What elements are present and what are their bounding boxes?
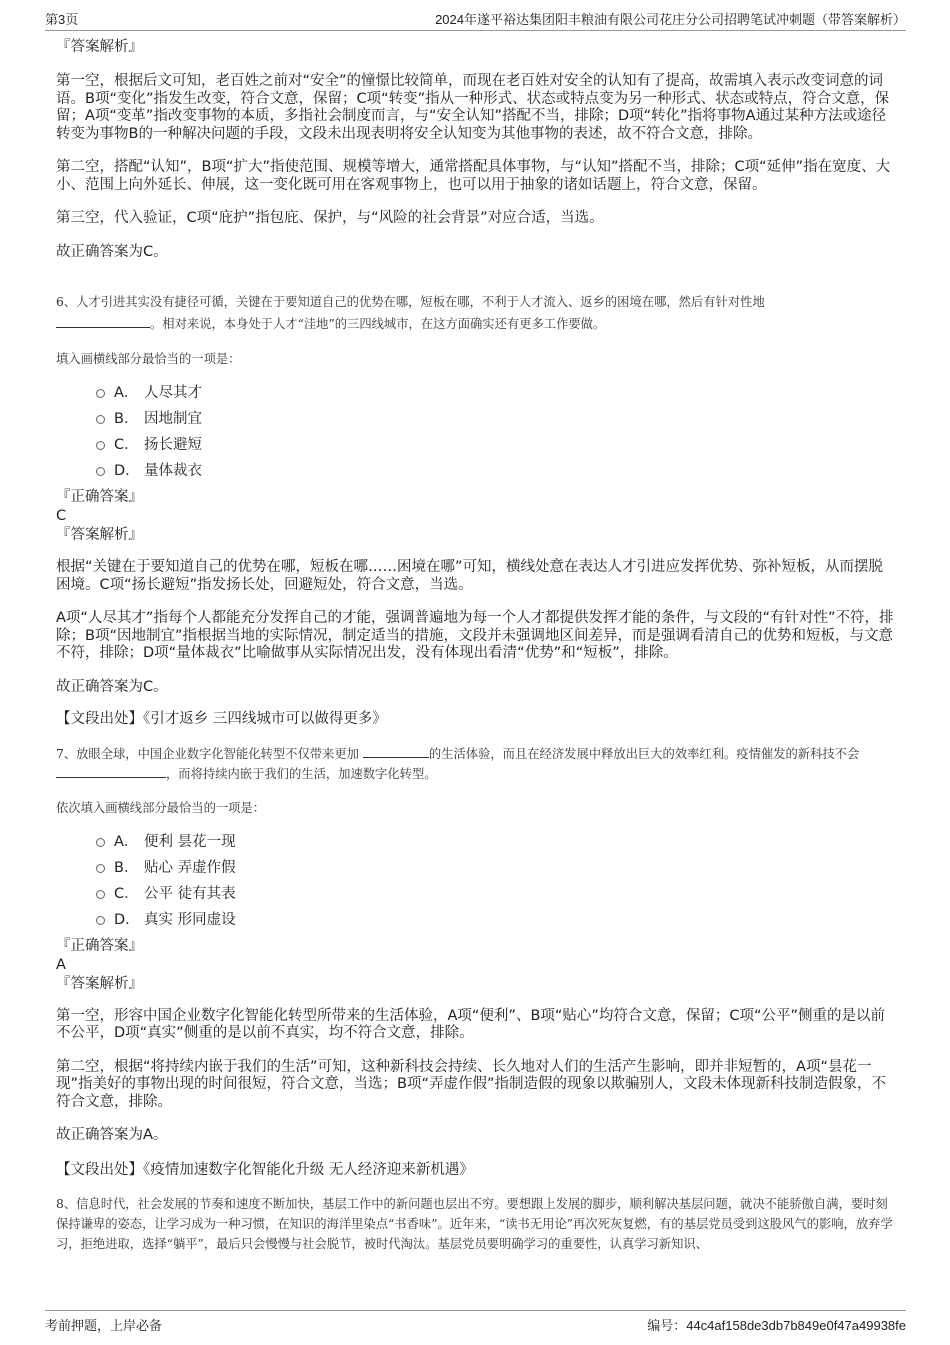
question-7	[56, 744, 894, 1180]
q6-stem	[56, 291, 894, 335]
question-8	[56, 1194, 894, 1254]
q7-stem-part2: 的生活体验，而且在经济发展中释放出巨大的效率红利。疫情催发的新科技不会	[428, 746, 860, 761]
q5-conclusion: 故正确答案为C。	[56, 243, 168, 260]
page-number: 第3页	[45, 12, 79, 27]
q5-analysis-para3: 第三空，代入验证，C项“庇护”指包庇、保护，与“风险的社会背景”对应合适，当选。	[56, 210, 604, 226]
q7-analysis-label: 『答案解析』	[56, 975, 143, 992]
q7-analysis-para1: 第一空，形容中国企业数字化智能化转型所带来的生活体验，A项“便利”、B项“贴心”均符合文意，保留；C项“公平”侧重的是以前不公平，D项“真实”侧重的是以前不真实，均不符合文意，排除。	[56, 1007, 886, 1041]
q7-blank-1	[363, 745, 429, 758]
q6-answer: C	[56, 508, 67, 524]
document-title: 2024年遂平裕达集团阳丰粮油有限公司花庄分公司招聘笔试冲刺题（带答案解析）	[435, 12, 906, 27]
footer-divider	[45, 1310, 906, 1311]
page-header	[0, 0, 950, 30]
q7-option-a[interactable]: A． 便利 昙花一现	[56, 829, 894, 855]
q7-stem-part1: 7、放眼全球，中国企业数字化智能化转型不仅带来更加	[56, 746, 359, 761]
radio-icon[interactable]	[96, 838, 105, 847]
header-divider	[45, 30, 906, 31]
q6-option-d[interactable]: D． 量体裁衣	[56, 458, 894, 484]
q6-analysis-label: 『答案解析』	[56, 527, 143, 543]
q7-option-c[interactable]: C． 公平 徒有其表	[56, 881, 894, 907]
radio-icon[interactable]	[96, 467, 105, 476]
q7-options	[56, 829, 894, 933]
q6-option-b[interactable]: B． 因地制宜	[56, 406, 894, 432]
q6-prompt: 填入画横线部分最恰当的一项是：	[56, 352, 241, 366]
q7-source: 【文段出处】《疫情加速数字化智能化升级 无人经济迎来新机遇》	[56, 1161, 474, 1178]
q6-analysis-para1: 根据“关键在于要知道自己的优势在哪，短板在哪……困境在哪”可知，横线处意在表达人才引进应发挥优势、弥补短板，从而摆脱困境。C项“扬长避短”指发扬长处，回避短处，符合文意，当选。	[56, 559, 884, 593]
q6-stem-part1: 6、人才引进其实没有捷径可循，关键在于要知道自己的优势在哪，短板在哪，不利于人才流入、返乡的困境在哪，然后有针对性地	[56, 295, 765, 309]
q6-option-c[interactable]: C． 扬长避短	[56, 432, 894, 458]
page-footer	[0, 1310, 950, 1340]
question-6	[56, 291, 894, 729]
q5-analysis-para1: 第一空，根据后文可知，老百姓之前对“安全”的憧憬比较简单，而现在老百姓对安全的认知有了提高，故需填入表示改变词意的词语。B项“变化”指发生改变，符合文意，保留；C项“转变”指从一种形式、状态或特点变为另一种形式、状态或特点，符合文意，保留；A项“变革”指改变事物的本质，多指社会制度而言，与“安全认知”搭配不当，排除；D项“转化”指将事物A通过某种方法或途径转变为事物B的一种解决问题的手段，文段未出现表明将安全认知变为其他事物的表述，故不符合文意，排除。	[56, 73, 890, 142]
q7-stem	[56, 744, 894, 784]
radio-icon[interactable]	[96, 890, 105, 899]
q7-prompt: 依次填入画横线部分最恰当的一项是：	[56, 800, 266, 815]
q5-analysis-label: 『答案解析』	[56, 39, 143, 55]
q6-options	[56, 380, 894, 484]
document-id	[647, 1315, 906, 1334]
radio-icon[interactable]	[96, 389, 105, 398]
radio-icon[interactable]	[96, 864, 105, 873]
q7-answer-label: 『正确答案』	[56, 937, 143, 954]
q7-answer: A	[56, 956, 66, 973]
q7-analysis-para2: 第二空，根据“将持续内嵌于我们的生活”可知，这种新科技会持续、长久地对人们的生活产生影响，即并非短暂的，A项“昙花一现”指美好的事物出现的时间很短，符合文意，当选；B项“弄虚作假”指制造假的现象以欺骗别人，文段未体现新科技制造假象，不符合文意，排除。	[56, 1058, 886, 1110]
radio-icon[interactable]	[96, 441, 105, 450]
q6-analysis-para2: A项“人尽其才”指每个人都能充分发挥自己的才能，强调普遍地为每一个人才都提供发挥才能的条件，与文段的“有针对性”不符，排除；B项“因地制宜”指根据当地的实际情况，制定适当的措施，文段并未强调地区间差异，而是强调看清自己的优势和短板，与文意不符，排除；D项“量体裁衣”比喻做事从实际情况出发，没有体现出看清“优势”和“短板”，排除。	[56, 610, 894, 661]
q6-conclusion: 故正确答案为C。	[56, 678, 168, 695]
q6-stem-part2: 。相对来说，本身处于人才“洼地”的三四线城市，在这方面确实还有更多工作要做。	[150, 317, 606, 331]
q6-blank	[56, 315, 150, 328]
q6-answer-label: 『正确答案』	[56, 489, 143, 505]
radio-icon[interactable]	[96, 415, 105, 424]
q6-source: 【文段出处】《引才返乡 三四线城市可以做得更多》	[56, 711, 387, 727]
page-content	[56, 38, 894, 1254]
q8-stem: 8、信息时代，社会发展的节奏和速度不断加快，基层工作中的新问题也层出不穷。要想跟上发展的脚步，顺利解决基层问题，就决不能骄傲自满，要时刻保持谦卑的姿态，让学习成为一种习惯，在知识的海洋里染点“书香味”。近年来，“读书无用论”再次死灰复燃，有的基层党员受到这股风气的影响，放弃学习，拒绝进取，选择“躺平”，最后只会慢慢与社会脱节，被时代淘汰。基层党员要明确学习的重要性，认真学习新知识、	[56, 1197, 893, 1251]
radio-icon[interactable]	[96, 916, 105, 925]
q7-blank-2	[56, 765, 166, 778]
q7-option-d[interactable]: D． 真实 形同虚设	[56, 907, 894, 933]
q5-analysis-para2: 第二空，搭配“认知”，B项“扩大”指使范围、规模等增大，通常搭配具体事物，与“认知”搭配不当，排除；C项“延伸”指在宽度、大小、范围上向外延长、伸展，这一变化既可用在客观事物上，也可以用于抽象的诸如话题上，符合文意，保留。	[56, 159, 891, 193]
q7-stem-part3: ，而将持续内嵌于我们的生活，加速数字化转型。	[166, 766, 437, 781]
q6-option-a[interactable]: A． 人尽其才	[56, 380, 894, 406]
q7-option-b[interactable]: B． 贴心 弄虚作假	[56, 855, 894, 881]
q7-conclusion: 故正确答案为A。	[56, 1127, 168, 1143]
document-id-label: 编号：	[647, 1318, 687, 1333]
footer-slogan: 考前押题，上岸必备	[45, 1318, 163, 1333]
document-id-code: 44c4af158de3db7b849e0f47a49938fe	[686, 1318, 906, 1333]
